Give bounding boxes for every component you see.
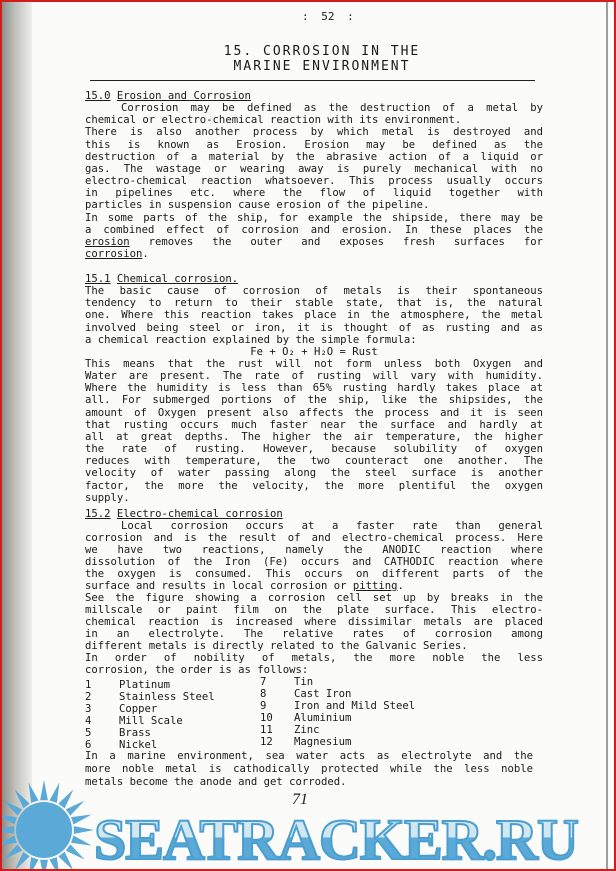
text-line — [85, 532, 543, 544]
scan-edge — [606, 2, 608, 869]
series-number: 3 — [85, 703, 92, 715]
metal-name: Platinum — [119, 679, 171, 691]
text-line — [85, 370, 543, 382]
text-line — [85, 616, 543, 628]
text-line — [85, 556, 543, 568]
text: In order of nobility of metals, the more noble the less — [85, 652, 543, 664]
text-line — [85, 419, 543, 431]
text-line: more noble metal is cathodically protected while the less noble — [85, 763, 533, 775]
galvanic-series-item — [85, 703, 157, 715]
text-line — [85, 199, 543, 211]
metal-name: Copper — [119, 703, 158, 715]
sun-ray — [29, 782, 39, 802]
metal-name: Mill Scale — [119, 715, 183, 727]
sun-ray — [74, 826, 94, 834]
sun-ray — [0, 815, 17, 825]
text-line — [85, 580, 543, 592]
sun-ray — [4, 844, 23, 859]
series-number: 9 — [260, 700, 267, 712]
text: different metals is directly related to the Galvanic Series. — [85, 640, 468, 652]
text: velocity of water passing along the steel surface is another — [85, 467, 543, 479]
text-line — [85, 568, 543, 580]
text-line — [85, 628, 543, 640]
text: all. For submerged portions of the ship, like the shipsides, the — [85, 394, 543, 406]
text: Corrosion may be defined as the destruction of a metal by — [121, 102, 543, 114]
metal-name: Zinc — [294, 724, 320, 736]
text-line: metals become the anode and get corroded. — [85, 776, 347, 788]
underlined-term: pitting — [352, 580, 398, 592]
text-line — [85, 102, 543, 114]
text: the oxygen is consumed. This occurs on different parts of the — [85, 568, 543, 580]
text-line — [85, 492, 543, 504]
sun-ray — [58, 852, 73, 871]
text-line — [85, 139, 543, 151]
text: millscale or paint film on the plate surface. This electro- — [85, 604, 543, 616]
sun-ray — [49, 857, 59, 871]
text-line — [85, 382, 543, 394]
sun-ray — [71, 835, 91, 845]
chapter-title — [122, 44, 522, 74]
text-line — [85, 520, 543, 532]
text-line — [85, 187, 543, 199]
watermark: SEATRACKER.RU — [94, 807, 578, 871]
underlined-term: corrosion — [85, 248, 143, 260]
text-line — [85, 126, 543, 138]
galvanic-series-item — [260, 736, 351, 748]
text: chemical or electro-chemical reaction with its environment. — [85, 114, 462, 126]
sun-ray — [40, 780, 48, 800]
text-line — [85, 358, 543, 370]
section-number: 15.1 — [85, 273, 111, 285]
galvanic-series-item — [85, 679, 170, 691]
text: factor, the more the velocity, the more plentiful the oxygen — [85, 480, 543, 492]
text: The basic cause of corrosion of metals is their spontaneous — [85, 285, 543, 297]
sun-ray — [0, 826, 14, 834]
text: we have two reactions, namely the ANODIC reaction where — [85, 544, 543, 556]
galvanic-series-item — [260, 676, 313, 688]
galvanic-series-item — [260, 712, 351, 724]
sun-ray — [66, 801, 85, 816]
sun-ray — [29, 857, 39, 871]
sun-ray — [49, 782, 59, 802]
text: corrosion, the order is as follows: — [85, 664, 309, 676]
text: electro-chemical reaction whatsoever. This process usually occurs — [85, 175, 543, 187]
text: . — [397, 580, 404, 592]
galvanic-series-item — [85, 727, 151, 739]
text: chemical reaction is increased where dissimilar metals are placed — [85, 616, 543, 628]
sun-ray — [58, 790, 73, 809]
series-number: 11 — [260, 724, 273, 736]
series-number: 7 — [260, 676, 267, 688]
text: In some parts of the ship, for example the shipside, there may be — [85, 212, 543, 224]
series-number: 5 — [85, 727, 92, 739]
page-number: : 52 : — [302, 10, 354, 23]
text: reduces with temperature, the two counteract one another. The — [85, 455, 543, 467]
text: See the figure showing a corrosion cell set up by breaks in the — [85, 592, 543, 604]
text-line — [85, 151, 543, 163]
series-number: 4 — [85, 715, 92, 727]
text: Fe + O₂ + H₂O = Rust — [250, 346, 378, 358]
section-title: Chemical corrosion. — [116, 273, 239, 285]
chapter-title-line-2: MARINE ENVIRONMENT — [233, 59, 411, 74]
text-line — [85, 592, 543, 604]
metal-name: Brass — [119, 727, 151, 739]
metal-name: Nickel — [119, 739, 158, 751]
galvanic-series-item — [85, 715, 183, 727]
scan-shadow — [2, 2, 32, 869]
galvanic-series-item — [260, 688, 351, 700]
text: surface and results in local corrosion or — [85, 580, 353, 592]
text: Local corrosion occurs at a faster rate than general — [121, 520, 543, 532]
metal-name: Stainless Steel — [119, 691, 215, 703]
text: the rate of rusting. However, because solubility of oxygen — [85, 443, 543, 455]
galvanic-series-item — [85, 691, 215, 703]
text-line — [85, 297, 543, 309]
series-number: 8 — [260, 688, 267, 700]
text-line — [85, 652, 543, 664]
text: a chemical reaction explained by the simple formula: — [85, 334, 417, 346]
sun-logo-icon — [0, 780, 104, 871]
series-number: 10 — [260, 712, 273, 724]
text-line — [85, 346, 543, 358]
text-line — [85, 114, 543, 126]
sun-ray — [15, 852, 30, 871]
sun-ray — [4, 801, 23, 816]
sun-ray — [71, 815, 91, 825]
metal-name: Cast Iron — [294, 688, 352, 700]
text-line — [85, 248, 543, 260]
handwritten-page-number: 71 — [292, 791, 308, 808]
series-number: 6 — [85, 739, 92, 751]
title-rule — [90, 80, 535, 81]
text: in pipelines etc. where the flow of liquid together with — [85, 187, 543, 199]
text-line — [85, 455, 543, 467]
text-line — [85, 431, 543, 443]
sun-ray — [40, 860, 48, 871]
text-line — [85, 544, 543, 556]
text-line — [85, 407, 543, 419]
text: amount of Oxygen present also affects the process and it is seen — [85, 407, 543, 419]
text-line — [85, 322, 543, 334]
text: a combined effect of corrosion and erosion. In these places the — [85, 224, 543, 236]
sun-ray — [15, 790, 30, 809]
underlined-term: erosion — [85, 236, 130, 248]
text-line — [85, 467, 543, 479]
text: all at great depths. The higher the air temperature, the higher — [85, 431, 543, 443]
metal-name: Aluminium — [294, 712, 352, 724]
section-heading — [85, 508, 543, 520]
text-line — [85, 236, 543, 248]
metal-name: Tin — [294, 676, 314, 688]
series-number: 1 — [85, 679, 92, 691]
text: Where the humidity is less than 65% rusting hardly takes place at — [85, 382, 543, 394]
text-line: In a marine environment, sea water acts as electrolyte and the — [85, 750, 533, 762]
section-heading — [85, 90, 543, 102]
text: There is also another process by which metal is destroyed and — [85, 126, 543, 138]
chapter-title-line-1: 15. CORROSION IN THE — [223, 44, 421, 59]
text-line — [85, 285, 543, 297]
text-line — [85, 664, 543, 676]
text: involved being steel or iron, it is thought of as rusting and as — [85, 322, 543, 334]
sun-ray — [66, 844, 85, 859]
section-title: Erosion and Corrosion — [116, 90, 251, 102]
text-line — [85, 309, 543, 321]
text: destruction of a material by the abrasive action of a liquid or — [85, 151, 543, 163]
text: removes the outer and exposes fresh surfaces for — [129, 236, 543, 248]
section-number: 15.0 — [85, 90, 111, 102]
text-line — [85, 394, 543, 406]
text: gas. The wastage or wearing away is purely mechanical with no — [85, 163, 543, 175]
text: one. Where this reaction takes place in the atmosphere, the metal — [85, 309, 543, 321]
text-line — [85, 480, 543, 492]
text: particles in suspension cause erosion of the pipeline. — [85, 199, 430, 211]
text-line — [85, 604, 543, 616]
section-number: 15.2 — [85, 508, 111, 520]
metal-name: Iron and Mild Steel — [294, 700, 416, 712]
text: corrosion and is the result of and electro-chemical process. Here — [85, 532, 543, 544]
sun-ray — [0, 835, 17, 845]
text: this is known as Erosion. Erosion may be defined as the — [85, 139, 543, 151]
text: in an electrolyte. The relative rates of corrosion among — [85, 628, 543, 640]
section-title: Electro-chemical corrosion — [116, 508, 283, 520]
text-line — [85, 212, 543, 224]
metal-name: Magnesium — [294, 736, 352, 748]
text-line — [85, 175, 543, 187]
section-heading — [85, 273, 543, 285]
text: Water are present. The rate of rusting will vary with humidity. — [85, 370, 543, 382]
text-line — [85, 640, 543, 652]
series-number: 2 — [85, 691, 92, 703]
text: supply. — [85, 492, 130, 504]
galvanic-series-item — [260, 700, 415, 712]
text: . — [142, 248, 149, 260]
text: dissolution of the Iron (Fe) occurs and CATHODIC reaction where — [85, 556, 543, 568]
series-number: 12 — [260, 736, 273, 748]
galvanic-series-item — [260, 724, 320, 736]
text-line — [85, 163, 543, 175]
text: This means that the rust will not form unless both Oxygen and — [85, 358, 543, 370]
text-line — [85, 334, 543, 346]
text-line — [85, 443, 543, 455]
text: that rusting occurs much faster near the surface and hardly at — [85, 419, 543, 431]
text-line — [85, 224, 543, 236]
text: tendency to return to their stable state, that is, the natural — [85, 297, 543, 309]
